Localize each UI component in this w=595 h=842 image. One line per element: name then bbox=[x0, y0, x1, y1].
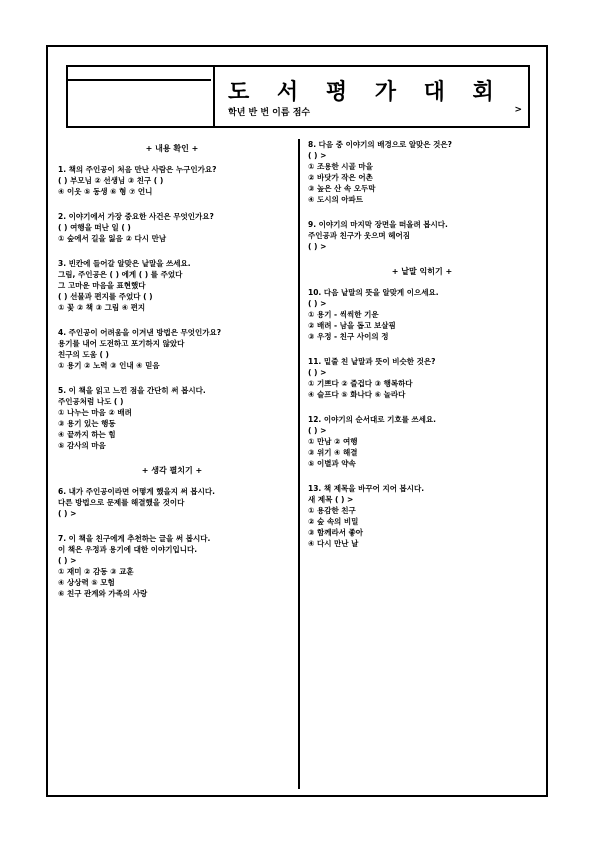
question-text: 3. 빈칸에 들어갈 알맞은 낱말을 쓰세요. bbox=[58, 259, 191, 268]
question-text: 1. 책의 주인공이 처음 만난 사람은 누구인가요? bbox=[58, 165, 217, 174]
option: ③ 우정 - 친구 사이의 정 bbox=[308, 332, 389, 341]
question-10 bbox=[308, 287, 536, 342]
option: ② 배려 - 남을 돕고 보살핌 bbox=[308, 321, 396, 330]
question-13 bbox=[308, 483, 536, 549]
question-text: 2. 이야기에서 가장 중요한 사건은 무엇인가요? bbox=[58, 212, 214, 221]
option: ① 조용한 시골 마을 bbox=[308, 162, 373, 171]
option: ④ 도시의 아파트 bbox=[308, 195, 364, 204]
student-info-text: 학년 반 번 이름 점수 bbox=[228, 108, 311, 118]
question-text: 다른 방법으로 문제를 해결했을 것이다 bbox=[58, 498, 185, 507]
question-12 bbox=[308, 414, 536, 469]
question-2 bbox=[58, 211, 286, 244]
option: ③ 용기 있는 행동 bbox=[58, 419, 116, 428]
option: ① 용감한 친구 bbox=[308, 506, 356, 515]
answer-line[interactable]: ( ) > bbox=[58, 509, 77, 518]
section-title: + 내용 확인 + bbox=[145, 144, 199, 153]
option: ② 숲 속의 비밀 bbox=[308, 517, 359, 526]
answer-line[interactable]: ( ) > bbox=[308, 151, 327, 160]
option: ⑥ 친구 관계와 가족의 사랑 bbox=[58, 589, 148, 598]
answer-line[interactable]: ( ) > bbox=[308, 426, 327, 435]
answer-line[interactable]: ( ) 부모님 ② 선생님 ③ 친구 ( ) bbox=[58, 176, 164, 185]
option: ③ 높은 산 속 오두막 bbox=[308, 184, 376, 193]
option: ① 나누는 마음 ② 배려 bbox=[58, 408, 132, 417]
column-divider bbox=[298, 139, 300, 789]
question-text: 용기를 내어 도전하고 포기하지 않았다 bbox=[58, 339, 185, 348]
answer-line[interactable]: ( ) > bbox=[308, 368, 327, 377]
question-3 bbox=[58, 258, 286, 313]
question-text: 8. 다음 중 이야기의 배경으로 알맞은 것은? bbox=[308, 140, 453, 149]
name-box bbox=[68, 67, 215, 126]
question-text: 5. 이 책을 읽고 느낀 점을 간단히 써 봅시다. bbox=[58, 386, 206, 395]
option: ③ 위기 ④ 해결 bbox=[308, 448, 358, 457]
answer-line[interactable]: ( ) > bbox=[58, 556, 77, 565]
arrow-icon: > bbox=[514, 105, 522, 115]
question-9 bbox=[308, 219, 536, 252]
answer-line[interactable]: ( ) 선물과 편지를 주었다 ( ) bbox=[58, 292, 153, 301]
option: ④ 다시 만난 날 bbox=[308, 539, 359, 548]
question-7 bbox=[58, 533, 286, 599]
section-title: + 생각 펼치기 + bbox=[141, 466, 203, 475]
answer-line[interactable]: 새 제목 ( ) > bbox=[308, 495, 354, 504]
option: ④ 슬프다 ⑤ 화나다 ⑥ 놀라다 bbox=[308, 390, 406, 399]
name-box-bar bbox=[68, 79, 211, 81]
question-4 bbox=[58, 327, 286, 371]
option: ④ 끝까지 하는 힘 bbox=[58, 430, 116, 439]
question-text: 그림, 주인공은 ( ) 에게 ( ) 를 주었다 bbox=[58, 270, 183, 279]
answer-line[interactable]: ( ) > bbox=[308, 299, 327, 308]
question-5 bbox=[58, 385, 286, 451]
options: ① 꽃 ② 책 ③ 그림 ④ 편지 bbox=[58, 303, 146, 312]
answer-line[interactable]: ( ) > bbox=[308, 242, 327, 251]
question-11 bbox=[308, 356, 536, 400]
answer-line[interactable]: 친구의 도움 ( ) bbox=[58, 350, 109, 359]
question-text: 11. 밑줄 친 낱말과 뜻이 비슷한 것은? bbox=[308, 357, 436, 366]
option: ① 기쁘다 ② 즐겁다 ③ 행복하다 bbox=[308, 379, 413, 388]
option: ① 재미 ② 감동 ③ 교훈 bbox=[58, 567, 134, 576]
question-text: 이 책은 우정과 용기에 대한 이야기입니다. bbox=[58, 545, 198, 554]
options: ① 용기 ② 노력 ③ 인내 ④ 믿음 bbox=[58, 361, 160, 370]
options: ① 숲에서 길을 잃음 ② 다시 만남 bbox=[58, 234, 167, 243]
question-text: 10. 다음 낱말의 뜻을 알맞게 이으세요. bbox=[308, 288, 439, 297]
answer-line[interactable]: ( ) 여행을 떠난 일 ( ) bbox=[58, 223, 131, 232]
question-text: 그 고마운 마음을 표현했다 bbox=[58, 281, 146, 290]
question-6 bbox=[58, 486, 286, 519]
option: ⑤ 이별과 약속 bbox=[308, 459, 356, 468]
options: ④ 이웃 ⑤ 동생 ⑥ 형 ⑦ 언니 bbox=[58, 187, 153, 196]
question-text: 6. 내가 주인공이라면 어떻게 했을지 써 봅시다. bbox=[58, 487, 215, 496]
page-title: 도 서 평 가 대 회 bbox=[228, 80, 504, 105]
option: ③ 함께라서 좋아 bbox=[308, 528, 364, 537]
worksheet-frame bbox=[46, 45, 548, 797]
right-column bbox=[308, 139, 536, 563]
option: ① 용기 - 씩씩한 기운 bbox=[308, 310, 379, 319]
question-1 bbox=[58, 164, 286, 197]
question-8 bbox=[308, 139, 536, 205]
option: ④ 상상력 ⑤ 모험 bbox=[58, 578, 115, 587]
option: ② 바닷가 작은 어촌 bbox=[308, 173, 373, 182]
question-text: 13. 책 제목을 바꾸어 지어 봅시다. bbox=[308, 484, 425, 493]
question-text: 12. 이야기의 순서대로 기호를 쓰세요. bbox=[308, 415, 437, 424]
section-title: + 낱말 익히기 + bbox=[391, 267, 453, 276]
left-column bbox=[58, 139, 286, 613]
question-text: 9. 이야기의 마지막 장면을 떠올려 봅시다. bbox=[308, 220, 448, 229]
question-text: 4. 주인공이 어려움을 이겨낸 방법은 무엇인가요? bbox=[58, 328, 222, 337]
student-info-line bbox=[228, 105, 528, 118]
question-text: 7. 이 책을 친구에게 추천하는 글을 써 봅시다. bbox=[58, 534, 211, 543]
header bbox=[66, 65, 530, 128]
option: ⑤ 감사의 마음 bbox=[58, 441, 106, 450]
option: ① 만남 ② 여행 bbox=[308, 437, 358, 446]
answer-line[interactable]: 주인공처럼 나도 ( ) bbox=[58, 397, 124, 406]
question-text: 주인공과 친구가 웃으며 헤어짐 bbox=[308, 231, 411, 240]
